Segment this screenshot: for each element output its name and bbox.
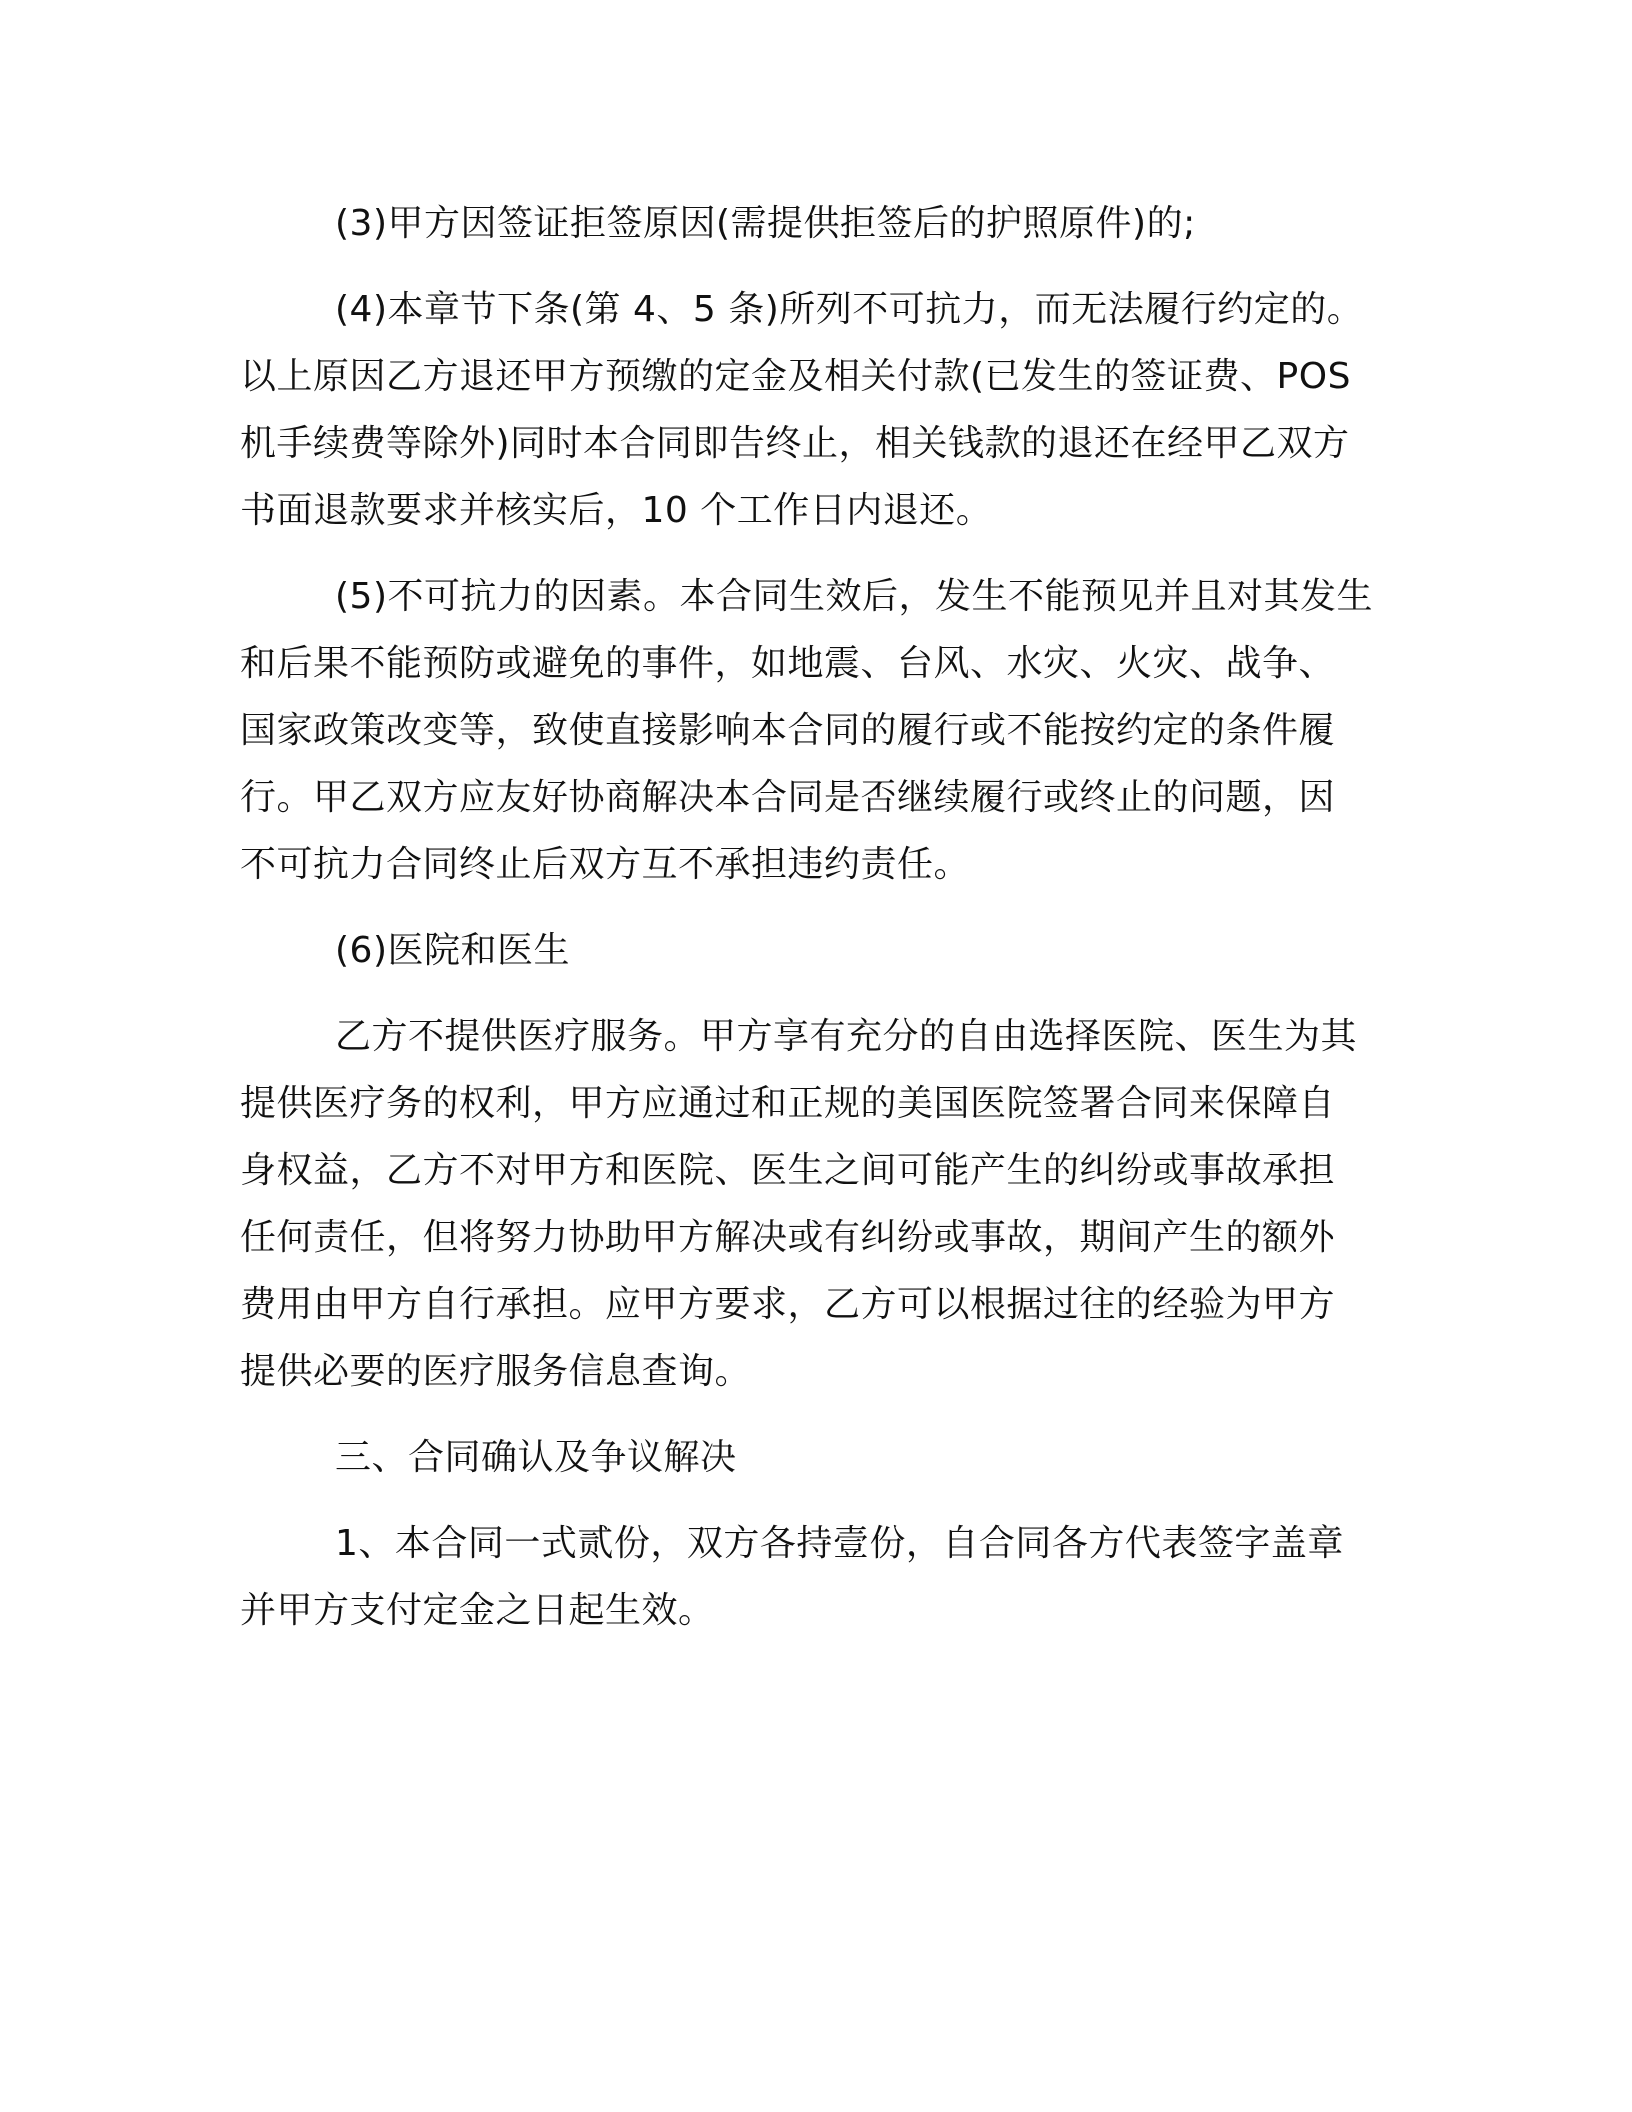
text-line: 1、本合同一式贰份，双方各持壹份，自合同各方代表签字盖章 xyxy=(335,1523,1344,1564)
text-line: 和后果不能预防或避免的事件，如地震、台风、水灾、火灾、战争、 xyxy=(240,643,1336,684)
text-line: (6)医院和医生 xyxy=(335,930,570,971)
text-line: 乙方不提供医疗服务。甲方享有充分的自由选择医院、医生为其 xyxy=(335,1016,1358,1057)
document-body xyxy=(240,190,1390,1663)
text-line: 并甲方支付定金之日起生效。 xyxy=(240,1590,715,1631)
text-line: 身权益，乙方不对甲方和医院、医生之间可能产生的纠纷或事故承担 xyxy=(240,1150,1336,1191)
text-line: 费用由甲方自行承担。应甲方要求，乙方可以根据过往的经验为甲方 xyxy=(240,1284,1336,1325)
text-line: (4)本章节下条(第 4、5 条)所列不可抗力，而无法履行约定的。 xyxy=(335,289,1364,330)
paragraph-medical-services xyxy=(240,1003,1390,1405)
paragraph-4-force-majeure-reference xyxy=(240,276,1390,544)
text-line: 任何责任，但将努力协助甲方解决或有纠纷或事故，期间产生的额外 xyxy=(240,1217,1336,1258)
section-3-heading xyxy=(240,1424,1390,1491)
text-line: 不可抗力合同终止后双方互不承担违约责任。 xyxy=(240,844,971,885)
text-line: (3)甲方因签证拒签原因(需提供拒签后的护照原件)的; xyxy=(335,203,1196,244)
text-line: 机手续费等除外)同时本合同即告终止，相关钱款的退还在经甲乙双方 xyxy=(240,423,1350,464)
paragraph-5-force-majeure xyxy=(240,563,1390,898)
text-line: 行。甲乙双方应友好协商解决本合同是否继续履行或终止的问题，因 xyxy=(240,777,1336,818)
text-line: 国家政策改变等，致使直接影响本合同的履行或不能按约定的条件履 xyxy=(240,710,1336,751)
text-line: 书面退款要求并核实后，10 个工作日内退还。 xyxy=(240,490,993,531)
text-line: (5)不可抗力的因素。本合同生效后，发生不能预见并且对其发生 xyxy=(335,576,1373,617)
paragraph-3-visa-refusal xyxy=(240,190,1390,257)
text-line: 提供必要的医疗服务信息查询。 xyxy=(240,1351,752,1392)
text-line: 提供医疗务的权利，甲方应通过和正规的美国医院签署合同来保障自 xyxy=(240,1083,1336,1124)
paragraph-contract-copies xyxy=(240,1510,1390,1644)
paragraph-6-heading xyxy=(240,917,1390,984)
text-line: 以上原因乙方退还甲方预缴的定金及相关付款(已发生的签证费、POS xyxy=(240,356,1351,397)
section-heading: 三、合同确认及争议解决 xyxy=(335,1437,737,1478)
